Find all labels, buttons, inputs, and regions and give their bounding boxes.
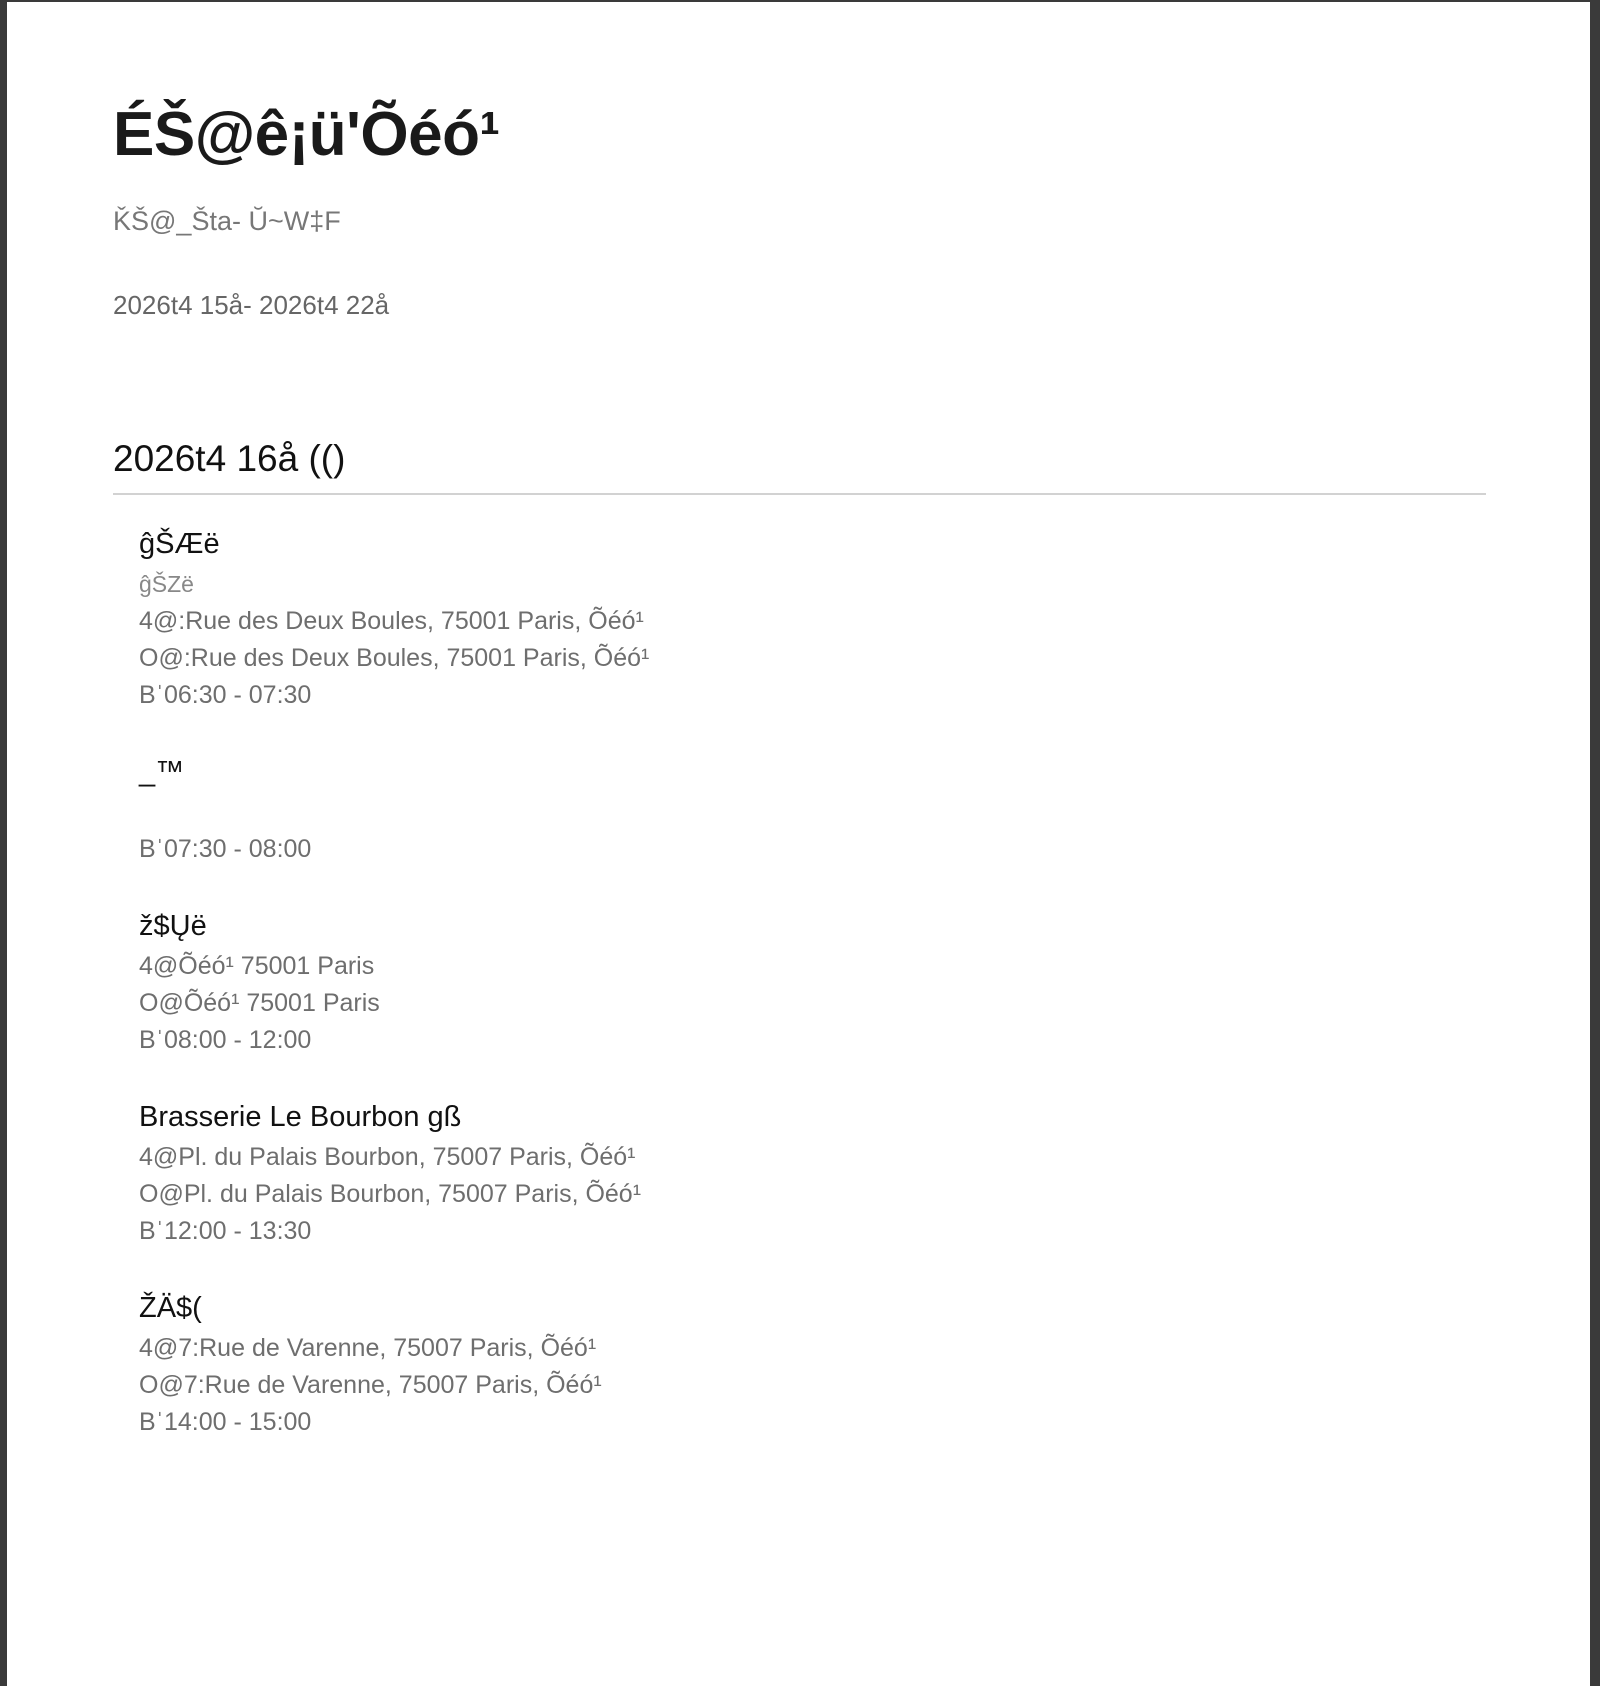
- item-to: O@7:Rue de Varenne, 75007 Paris, Õéó¹: [139, 1371, 602, 1399]
- document-date-range: 2026t4 15å- 2026t4 22å: [113, 290, 390, 320]
- schedule-item: [139, 750, 1339, 868]
- item-from: 4@:Rue des Deux Boules, 75001 Paris, Õéó¹: [139, 607, 644, 635]
- item-title: ŽÄ$(: [139, 1292, 202, 1324]
- schedule-item: [139, 1286, 1339, 1441]
- item-title: _™: [139, 756, 185, 788]
- item-time: Bˈ14:00 - 15:00: [139, 1408, 312, 1436]
- item-time: Bˈ12:00 - 13:30: [139, 1217, 312, 1245]
- item-time: Bˈ06:30 - 07:30: [139, 681, 312, 709]
- day-heading: 2026t4 16å ((): [113, 438, 346, 479]
- item-subtitle: ĝŠZë: [139, 571, 194, 597]
- item-title: ĝŠÆë: [139, 528, 220, 560]
- day-divider: [113, 493, 1486, 495]
- item-time: Bˈ07:30 - 08:00: [139, 835, 312, 863]
- item-spacer: [139, 794, 1339, 831]
- document-title: ÉŠ@ê¡ü'Õéó¹: [113, 100, 500, 169]
- item-from: 4@Õéó¹ 75001 Paris: [139, 952, 375, 980]
- item-to: O@Õéó¹ 75001 Paris: [139, 989, 380, 1017]
- item-from: 4@Pl. du Palais Bourbon, 75007 Paris, Õéó¹: [139, 1143, 636, 1171]
- document-meta: ǨŠ@_Šta- Ŭ~W‡F: [113, 206, 341, 236]
- schedule-item: [139, 1095, 1339, 1250]
- item-to: O@:Rue des Deux Boules, 75001 Paris, Õéó¹: [139, 644, 650, 672]
- schedule-list: [139, 522, 1339, 1477]
- item-title: Brasserie Le Bourbon gß: [139, 1101, 462, 1133]
- item-title: ž$Ųë: [139, 910, 207, 942]
- schedule-item: [139, 522, 1339, 714]
- item-time: Bˈ08:00 - 12:00: [139, 1026, 312, 1054]
- schedule-item: [139, 904, 1339, 1059]
- item-from: 4@7:Rue de Varenne, 75007 Paris, Õéó¹: [139, 1334, 597, 1362]
- document-page: [7, 2, 1590, 1686]
- item-to: O@Pl. du Palais Bourbon, 75007 Paris, Õéó¹: [139, 1180, 642, 1208]
